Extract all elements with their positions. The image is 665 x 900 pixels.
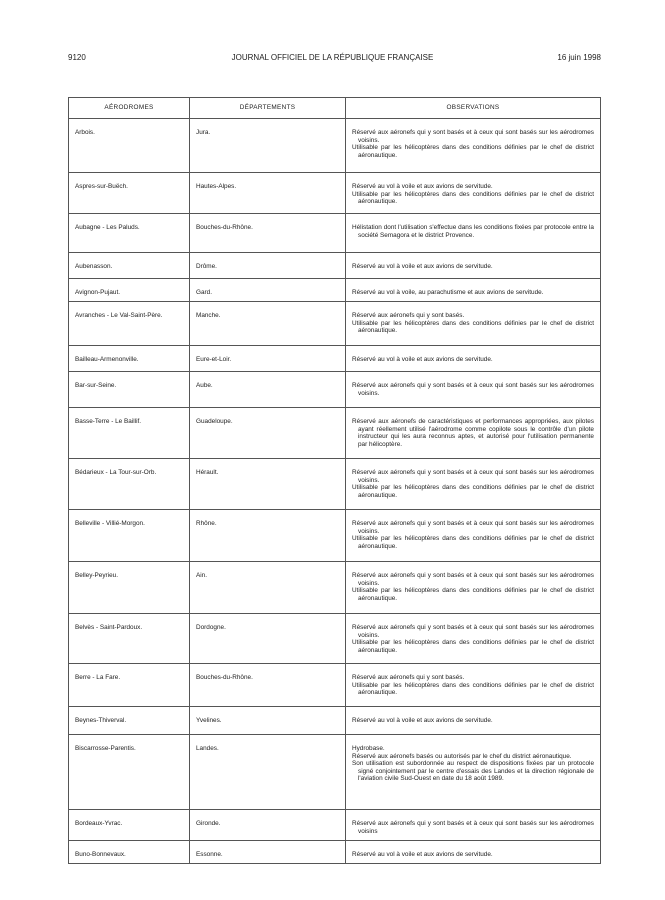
observation-paragraph: Utilisable par les hélicoptères dans des conditions définies par le chef de district aéronautique.: [352, 190, 594, 206]
departement-cell: Guadeloupe.: [190, 408, 346, 459]
aerodrome-cell: Avignon-Pujaut.: [69, 279, 190, 302]
table-row: [69, 279, 601, 302]
observations-cell: [346, 372, 601, 408]
page-number: 9120: [68, 53, 86, 62]
departement-cell: Hautes-Alpes.: [190, 173, 346, 214]
table-row: [69, 841, 601, 864]
aerodrome-cell: Aubagne - Les Paluds.: [69, 214, 190, 253]
departement-cell: Eure-et-Loir.: [190, 346, 346, 372]
observations-cell: [346, 562, 601, 614]
table-row: [69, 302, 601, 346]
observations-cell: [346, 841, 601, 864]
observation-paragraph: Réservé au vol à voile et aux avions de servitude.: [352, 356, 493, 363]
aerodrome-cell: Bar-sur-Seine.: [69, 372, 190, 408]
aerodromes-table: [68, 97, 601, 864]
table-row: [69, 810, 601, 841]
table-row: [69, 253, 601, 279]
observations-cell: [346, 614, 601, 664]
table-row: [69, 510, 601, 562]
aerodrome-cell: Buno-Bonnevaux.: [69, 841, 190, 864]
departement-cell: Gironde.: [190, 810, 346, 841]
observations-cell: [346, 735, 601, 810]
observations-cell: [346, 408, 601, 459]
observation-paragraph: Utilisable par les hélicoptères dans des conditions définies par le chef de district aéronautique.: [352, 484, 594, 499]
departement-cell: Drôme.: [190, 253, 346, 279]
aerodrome-cell: Biscarrosse-Parentis.: [69, 735, 190, 810]
observations-cell: [346, 459, 601, 510]
column-header-departements: DÉPARTEMENTS: [190, 98, 346, 119]
observations-cell: [346, 510, 601, 562]
observation-paragraph: Hélistation dont l'utilisation s'effectue dans les conditions fixées par protocole entre la société Semagora et le district Provence.: [352, 224, 594, 239]
table-row: [69, 372, 601, 408]
publication-date: 16 juin 1998: [557, 53, 601, 62]
departement-cell: Yvelines.: [190, 707, 346, 735]
column-header-observations: OBSERVATIONS: [346, 98, 601, 119]
table-row: [69, 735, 601, 810]
observation-paragraph: Utilisable par les hélicoptères dans des conditions définies par le chef de district aéronautique.: [352, 587, 594, 602]
observation-paragraph: Réservé aux aéronefs qui y sont basés et à ceux qui sont basés sur les aérodromes voisins.: [352, 382, 594, 397]
aerodrome-cell: Aubenasson.: [69, 253, 190, 279]
observation-paragraph: Réservé aux aéronefs qui y sont basés et à ceux qui sont basés sur les aérodromes voisins: [352, 820, 594, 835]
observations-cell: [346, 302, 601, 346]
observation-paragraph: Réservé au vol à voile et aux avions de servitude.: [352, 263, 493, 270]
observations-cell: [346, 810, 601, 841]
aerodrome-cell: Arbois.: [69, 119, 190, 173]
aerodrome-cell: Belleville - Villié-Morgon.: [69, 510, 190, 562]
observation-paragraph: Son utilisation est subordonnée au respect de dispositions fixées par un protocole signé conjointement par le centre d'essais des Landes et la direction régionale de l'aviation civile Sud-Ouest en date du 18 août 1989.: [352, 760, 594, 783]
observation-paragraph: Réservé aux aéronefs de caractéristiques et performances appropriées, aux pilotes ayant réellement utilisé l'aérodrome comme copilote sous le contrôle d'un pilote instructeur qui les aura reconnus aptes, et autorisé pour l'utilisation permanente par hélicoptère.: [352, 418, 594, 448]
aerodrome-cell: Basse-Terre - Le Baillif.: [69, 408, 190, 459]
observation-paragraph: Réservé aux aéronefs qui y sont basés et à ceux qui sont basés sur les aérodromes voisins.: [352, 624, 594, 639]
departement-cell: Manche.: [190, 302, 346, 346]
observation-paragraph: Utilisable par les hélicoptères dans des conditions définies par le chef de district aéronautique.: [352, 535, 594, 550]
observation-paragraph: Utilisable par les hélicoptères dans des conditions définies par le chef de district aéronautique.: [352, 681, 594, 697]
observation-paragraph: Réservé aux aéronefs qui y sont basés.: [352, 674, 465, 681]
observation-paragraph: Réservé au vol à voile et aux avions de servitude.: [352, 183, 493, 190]
observations-cell: [346, 119, 601, 173]
departement-cell: Aube.: [190, 372, 346, 408]
observations-cell: [346, 173, 601, 214]
observation-paragraph: Utilisable par les hélicoptères dans des conditions définies par le chef de district aéronautique.: [352, 144, 594, 159]
table-row: [69, 214, 601, 253]
observations-cell: [346, 279, 601, 302]
observation-paragraph: Réservé aux aéronefs qui y sont basés et à ceux qui sont basés sur les aérodromes voisins.: [352, 572, 594, 587]
observation-paragraph: Hydrobase.: [352, 745, 385, 752]
table-row: [69, 346, 601, 372]
observation-paragraph: Réservé au vol à voile et aux avions de servitude.: [352, 851, 493, 858]
aerodrome-cell: Beynes-Thiverval.: [69, 707, 190, 735]
observations-cell: [346, 664, 601, 707]
observations-cell: [346, 214, 601, 253]
aerodrome-cell: Avranches - Le Val-Saint-Père.: [69, 302, 190, 346]
aerodrome-cell: Belley-Peyrieu.: [69, 562, 190, 614]
observation-paragraph: Réservé aux aéronefs qui y sont basés et à ceux qui sont basés sur les aérodromes voisins.: [352, 129, 594, 144]
table-row: [69, 408, 601, 459]
departement-cell: Bouches-du-Rhône.: [190, 664, 346, 707]
aerodrome-cell: Bailleau-Armenonville.: [69, 346, 190, 372]
observation-paragraph: Utilisable par les hélicoptères dans des conditions définies par le chef de district aéronautique.: [352, 639, 594, 654]
observation-paragraph: Réservé aux aéronefs qui y sont basés et à ceux qui sont basés sur les aérodromes voisins.: [352, 520, 594, 535]
observation-paragraph: Réservé aux aéronefs qui y sont basés et à ceux qui sont basés sur les aérodromes voisins.: [352, 469, 594, 484]
aerodrome-cell: Berre - La Fare.: [69, 664, 190, 707]
aerodrome-cell: Bédarieux - La Tour-sur-Orb.: [69, 459, 190, 510]
observations-cell: [346, 253, 601, 279]
observation-paragraph: Réservé au vol à voile et aux avions de servitude.: [352, 717, 493, 724]
aerodrome-cell: Belvès - Saint-Pardoux.: [69, 614, 190, 664]
table-row: [69, 173, 601, 214]
table-row: [69, 614, 601, 664]
observation-paragraph: Réservé aux aéronefs basés ou autorisés par le chef du district aéronautique.: [352, 752, 572, 760]
table-row: [69, 459, 601, 510]
journal-title: JOURNAL OFFICIEL DE LA RÉPUBLIQUE FRANÇAISE: [231, 53, 434, 62]
table-row: [69, 707, 601, 735]
observations-cell: [346, 346, 601, 372]
departement-cell: Jura.: [190, 119, 346, 173]
departement-cell: Dordogne.: [190, 614, 346, 664]
observations-cell: [346, 707, 601, 735]
observation-paragraph: Utilisable par les hélicoptères dans des conditions définies par le chef de district aéronautique.: [352, 319, 594, 335]
departement-cell: Landes.: [190, 735, 346, 810]
table-row: [69, 664, 601, 707]
departement-cell: Essonne.: [190, 841, 346, 864]
departement-cell: Bouches-du-Rhône.: [190, 214, 346, 253]
aerodrome-cell: Bordeaux-Yvrac.: [69, 810, 190, 841]
aerodrome-cell: Aspres-sur-Buëch.: [69, 173, 190, 214]
column-header-aerodromes: AÉRODROMES: [69, 98, 190, 119]
departement-cell: Rhône.: [190, 510, 346, 562]
departement-cell: Hérault.: [190, 459, 346, 510]
departement-cell: Gard.: [190, 279, 346, 302]
departement-cell: Ain.: [190, 562, 346, 614]
observation-paragraph: Réservé aux aéronefs qui y sont basés.: [352, 312, 465, 319]
observation-paragraph: Réservé au vol à voile, au parachutisme et aux avions de servitude.: [352, 289, 544, 296]
table-row: [69, 562, 601, 614]
table-row: [69, 119, 601, 173]
